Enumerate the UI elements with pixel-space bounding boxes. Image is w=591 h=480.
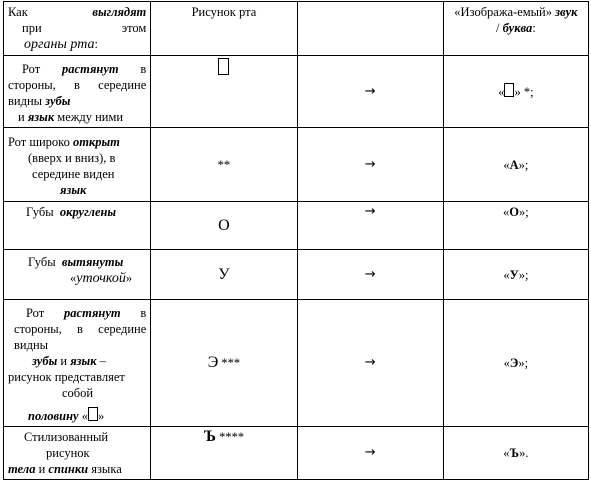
header-sound: «Изобража-емый» звук / буква: [443, 2, 588, 56]
missing-glyph-icon [88, 407, 98, 421]
row5-description: Рот растянут в стороны, в середине видны зубы и язык – рисунок представляет собой половину « » [4, 300, 151, 427]
table-row [4, 128, 589, 202]
arrow-right-icon: → [364, 83, 376, 99]
row4-description: Губы вытянуты «уточкой» [4, 250, 151, 300]
row4-drawing: У [151, 250, 297, 300]
row2-description: Рот широко открыт (вверх и вниз), в середине виден язык [4, 128, 151, 202]
mouth-shapes-table [3, 1, 589, 480]
row4-arrow [297, 250, 443, 300]
row2-sound: «А»; [443, 128, 588, 202]
arrow-right-icon: → [364, 266, 376, 282]
row4-sound: «У»; [443, 250, 588, 300]
missing-glyph-icon [218, 58, 229, 75]
row3-sound: «О»; [443, 202, 588, 250]
header-empty [297, 2, 443, 56]
header-organs: Как выглядят при этом органы рта: [4, 2, 151, 56]
header-drawing: Рисунок рта [151, 2, 297, 56]
row1-description: Рот растянут в стороны, в середине видны зубы и язык между ними [4, 56, 151, 128]
row2-arrow [297, 128, 443, 202]
row1-arrow [297, 56, 443, 128]
table-row [4, 300, 589, 427]
row6-sound: «Ъ». [443, 427, 588, 480]
row6-description: Стилизованный рисунок тела и спинки языка [4, 427, 151, 480]
table-row [4, 202, 589, 250]
row5-sound: «Э»; [443, 300, 588, 427]
row5-arrow [297, 300, 443, 427]
arrow-right-icon: → [364, 355, 376, 370]
table-row [4, 250, 589, 300]
row6-arrow [297, 427, 443, 480]
table-row [4, 56, 589, 128]
row6-drawing: Ъ **** [151, 427, 297, 480]
row1-sound: « » *; [443, 56, 588, 128]
row3-drawing: О [151, 202, 297, 250]
table-header-row [4, 2, 589, 56]
row1-drawing [151, 56, 297, 128]
row5-drawing: Э *** [151, 300, 297, 427]
table-row [4, 427, 589, 480]
arrow-right-icon: → [364, 204, 376, 219]
arrow-right-icon: → [364, 156, 376, 172]
row2-drawing: ** [151, 128, 297, 202]
missing-glyph-icon [504, 83, 514, 97]
arrow-right-icon: → [364, 445, 376, 460]
row3-arrow [297, 202, 443, 250]
row3-description: Губы округлены [4, 202, 151, 250]
